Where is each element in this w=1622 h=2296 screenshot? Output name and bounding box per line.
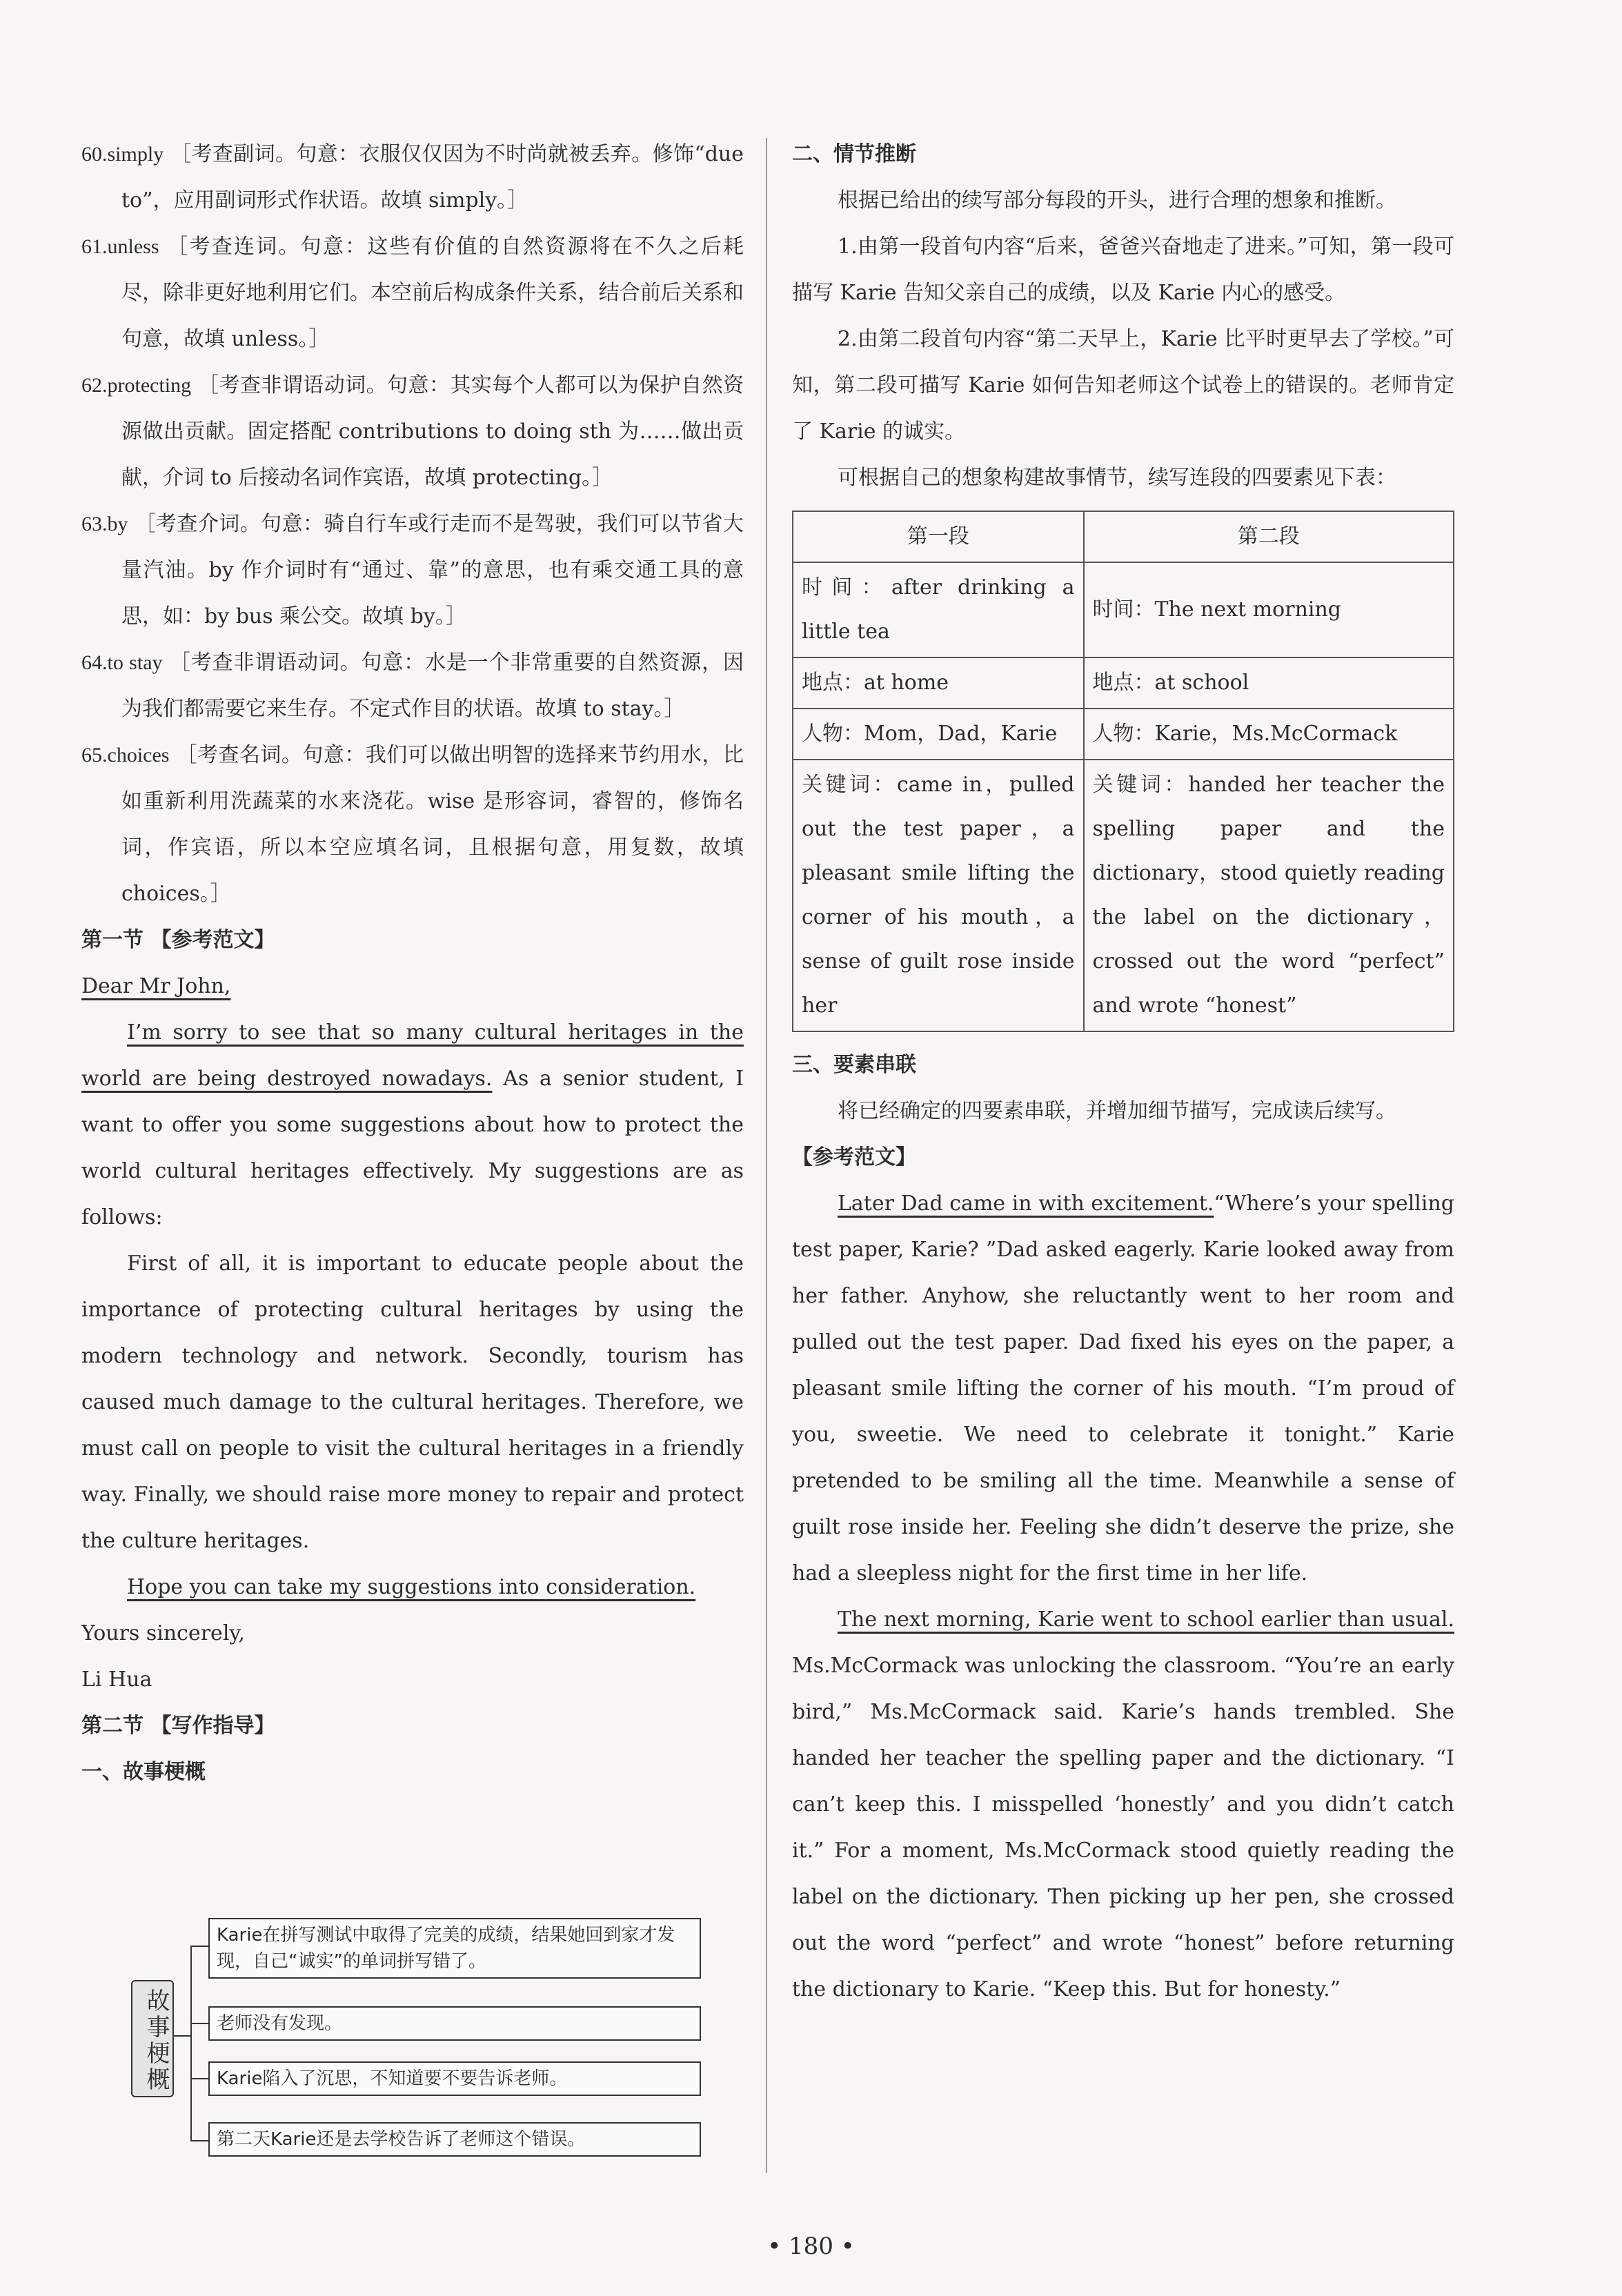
- section1-title: 第一节 【参考范文】: [81, 928, 275, 952]
- table-cell: 时间：after drinking a little tea: [793, 562, 1084, 657]
- answer-explanation: ［考查介词。句意：骑自行车或行走而不是驾驶，我们可以节省大量汽油。by 作介词时有“通过、靠”的意思，也有乘交通工具的意思，如：by bus 乘公交。故填 by。］: [121, 512, 744, 629]
- four-elements-table: [792, 511, 1454, 1032]
- sample-title: 【参考范文】: [792, 1145, 916, 1169]
- table-header: 第二段: [1084, 511, 1454, 562]
- story-outline-diagram: [131, 1918, 697, 2159]
- table-header-row: [793, 511, 1454, 562]
- answer-explanation: ［考查副词。句意：衣服仅仅因为不时尚就被丢弃。修饰“due to”，应用副词形式作状语。故填 simply。］: [121, 142, 744, 212]
- table-row: [793, 657, 1454, 709]
- answer-62: [81, 362, 744, 501]
- answer-explanation: ［考查非谓语动词。句意：其实每个人都可以为保护自然资源做出贡献。固定搭配 contributions to doing sth 为……做出贡献，介词 to 后接动名词作宾语，故填 protecting。］: [121, 373, 744, 490]
- table-row: [793, 562, 1454, 657]
- diagram-root: 故事梗概: [131, 1980, 174, 2097]
- answer-explanation: ［考查名词。句意：我们可以做出明智的选择来节约用水，比如重新利用洗蔬菜的水来浇花。wise 是形容词，睿智的，修饰名词，作宾语，所以本空应填名词，且根据句意，用复数，故填 choices。］: [121, 743, 744, 906]
- table-row: [793, 760, 1454, 1031]
- table-cell: 地点：at home: [793, 657, 1084, 709]
- left-column: [81, 131, 744, 1795]
- table-cell: 关键词：handed her teacher the spelling paper and the dictionary，stood quietly reading the label on the dictionary，crossed out the word “perfect” and wrote “honest”: [1084, 760, 1454, 1031]
- plot-intro: 根据已给出的续写部分每段的开头，进行合理的想象和推断。: [838, 188, 1396, 212]
- letter-closing-sentence: Hope you can take my suggestions into consideration.: [127, 1575, 696, 1599]
- link-intro: 将已经确定的四要素串联，并增加细节描写，完成读后续写。: [838, 1099, 1396, 1123]
- diagram-connector: [190, 2023, 208, 2024]
- answer-key: 61.unless: [81, 235, 159, 258]
- plot-table-intro: 可根据自己的想象构建故事情节，续写连段的四要素见下表：: [838, 466, 1396, 490]
- story-paragraph-2-rest: Ms.McCormack was unlocking the classroom. “You’re an early bird,” Ms.McCormack said. Karie’s hands trembled. She handed her teacher the spelling paper and the dictionary. “I can’t keep this. I misspelled ‘honestly’ and you didn’t catch it.” For a moment, Ms.McCormack stood quietly reading the label on the dictionary. Then picking up her pen, she crossed out the word “perfect” and wrote “honest” before returning the dictionary to Karie. “Keep this. But for honesty.”: [792, 1654, 1454, 2001]
- story-opening-sentence: The next morning, Karie went to school earlier than usual.: [838, 1607, 1454, 1632]
- plot-point-1: 1.由第一段首句内容“后来，爸爸兴奋地走了进来。”可知，第一段可描写 Karie 告知父亲自己的成绩，以及 Karie 内心的感受。: [792, 235, 1454, 305]
- table-cell: 人物：Karie，Ms.McCormack: [1084, 709, 1454, 760]
- answer-60: [81, 131, 744, 224]
- answer-key: 65.choices: [81, 744, 170, 766]
- letter-topic-sentence: I’m sorry to see that so many cultural heritages in the world are being destroyed nowadays.: [81, 1020, 744, 1091]
- page-number: • 180 •: [767, 2233, 855, 2260]
- section2-title: 第二节 【写作指导】: [81, 1714, 275, 1738]
- table-header: 第一段: [793, 511, 1084, 562]
- answer-63: [81, 501, 744, 640]
- diagram-connector: [190, 2078, 208, 2079]
- story-opening-sentence: Later Dad came in with excitement.: [838, 1191, 1214, 1216]
- answer-explanation: ［考查非谓语动词。句意：水是一个非常重要的自然资源，因为我们都需要它来生存。不定式作目的状语。故填 to stay。］: [121, 651, 744, 721]
- answer-key: 60.simply: [81, 143, 164, 166]
- outline-title: 一、故事梗概: [81, 1760, 206, 1784]
- letter-paragraph-2: First of all, it is important to educate people about the importance of protecting cultural heritages by using the modern technology and network. Secondly, tourism has caused much damage to the cultural heritages. Therefore, we must call on people to visit the cultural heritages in a friendly way. Finally, we should raise more money to repair and protect the culture heritages.: [81, 1251, 744, 1553]
- letter-closing: Yours sincerely,: [81, 1621, 245, 1645]
- answer-61: [81, 224, 744, 362]
- answer-64: [81, 640, 744, 732]
- plot-point-2: 2.由第二段首句内容“第二天早上，Karie 比平时更早去了学校。”可知，第二段可描写 Karie 如何告知老师这个试卷上的错误的。老师肯定了 Karie 的诚实。: [792, 327, 1454, 444]
- answer-key: 63.by: [81, 513, 128, 535]
- story-paragraph-1-rest: “Where’s your spelling test paper, Karie? ”Dad asked eagerly. Karie looked away from her father. Anyhow, she reluctantly went to her room and pulled out the test paper. Dad fixed his eyes on the paper, a pleasant smile lifting the corner of his mouth. “I’m proud of you, sweetie. We need to celebrate it tonight.” Karie pretended to be smiling all the time. Meanwhile a sense of guilt rose inside her. Feeling she didn’t deserve the prize, she had a sleepless night for the first time in her life.: [792, 1191, 1455, 1585]
- letter-greeting-text: Dear Mr John,: [81, 974, 231, 998]
- right-column: [792, 131, 1454, 2012]
- diagram-box: Karie陷入了沉思，不知道要不要告诉老师。: [208, 2061, 701, 2096]
- letter-paragraph-1: [81, 1009, 744, 1240]
- answer-explanation: ［考查连词。句意：这些有价值的自然资源将在不久之后耗尽，除非更好地利用它们。本空前后构成条件关系，结合前后关系和句意，故填 unless。］: [121, 235, 744, 351]
- diagram-connector: [190, 1946, 208, 1947]
- diagram-connector: [190, 2140, 208, 2141]
- diagram-connector: [172, 2035, 190, 2037]
- letter-signature: Li Hua: [81, 1667, 152, 1692]
- diagram-box: 第二天Karie还是去学校告诉了老师这个错误。: [208, 2122, 701, 2157]
- diagram-box: Karie在拼写测试中取得了完美的成绩，结果她回到家才发现，自己“诚实”的单词拼写错了。: [208, 1918, 701, 1979]
- table-row: [793, 709, 1454, 760]
- table-cell: 地点：at school: [1084, 657, 1454, 709]
- table-cell: 关键词：came in，pulled out the test paper，a pleasant smile lifting the corner of his mouth，a sense of guilt rose inside her: [793, 760, 1084, 1031]
- answer-key: 62.protecting: [81, 374, 192, 397]
- story-paragraph-1: [792, 1180, 1454, 1596]
- letter-paragraph-1-rest: As a senior student, I want to offer you some suggestions about how to protect the world cultural heritages effectively. My suggestions are as follows:: [81, 1067, 744, 1229]
- diagram-connector: [190, 1946, 192, 2140]
- answer-65: [81, 732, 744, 917]
- answer-key: 64.to stay: [81, 651, 163, 674]
- letter-greeting: [81, 963, 744, 1009]
- column-divider: [766, 138, 767, 2173]
- letter-paragraph-3: [81, 1564, 744, 1610]
- plot-title: 二、情节推断: [792, 142, 916, 166]
- story-paragraph-2: [792, 1596, 1454, 2012]
- diagram-box: 老师没有发现。: [208, 2006, 701, 2041]
- table-cell: 人物：Mom，Dad，Karie: [793, 709, 1084, 760]
- table-cell: 时间：The next morning: [1084, 562, 1454, 657]
- link-title: 三、要素串联: [792, 1053, 916, 1077]
